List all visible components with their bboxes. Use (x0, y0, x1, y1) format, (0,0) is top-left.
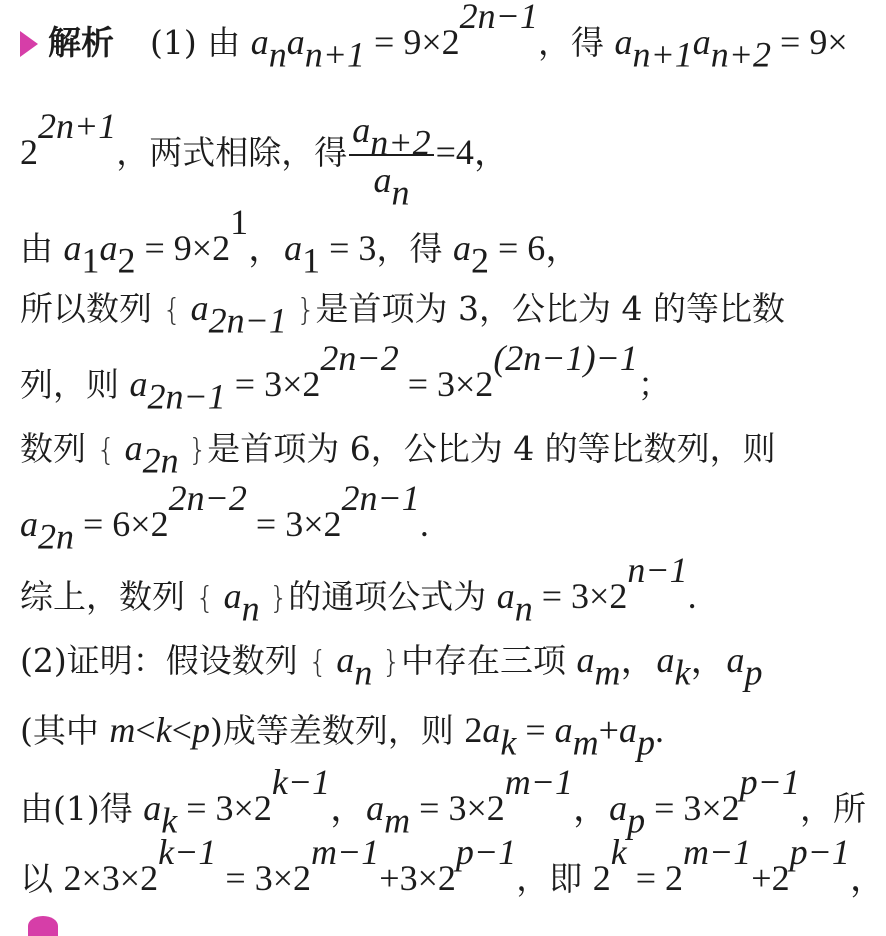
formula: { $a_n$ } (308, 640, 401, 693)
line-7: $a_{2n} = 6\times 2^{2n-2} = 3\times 2^{2n-1}$. (20, 478, 429, 557)
line-8: 综上，数列 { $a_n$ }的通项公式为 $a_n = 3\times 2^{n-1}$. (20, 550, 697, 629)
formula: $2\times 3\times 2^{k-1} = 3\times 2^{m-1}+3\times 2^{p-1}$ (63, 832, 517, 898)
line-2: $2^{2n+1}$，两式相除，得 $\frac{a_{n+2}}{a_n}$ =4， (20, 106, 510, 213)
formula: m<k<p (109, 710, 210, 750)
formula: $a_n = 3\times 2^{n-1}$ (496, 550, 688, 629)
formula: $a_1a_2 = 9\times 2^1$，$a_1 = 3$ (63, 202, 377, 281)
line-1: 解析 (1) 由 $a_na_{n+1} = 9\times 2^{2n-1}$，得 $a_{n+1}a_{n+2} = 9\times$ (20, 16, 848, 63)
part-label: (1) (150, 22, 197, 62)
pink-triangle-marker-icon (20, 31, 38, 57)
line-4: 所以数列 { $a_{2n-1}$ }是首项为 3，公比为 4 的等比数 (20, 288, 785, 341)
formula: $2^{2n+1}$ (20, 106, 117, 172)
formula: $a_k = 3\times 2^{k-1}$，$a_m = 3\times 2^{m-1}$，$a_p = 3\times 2^{p-1}$ (143, 762, 800, 841)
line-9: (2)证明：假设数列 { $a_n$ }中存在三项 $a_m$，$a_k$，$a_p$ (20, 640, 763, 693)
formula: $a_{2n-1} = 3\times 2^{2n-2} = 3\times 2^{(2n-1)-1}$ (129, 338, 638, 417)
formula: { $a_{2n}$ } (96, 428, 208, 481)
line-11: 由(1)得 $a_k = 3\times 2^{k-1}$，$a_m = 3\times 2^{m-1}$，$a_p = 3\times 2^{p-1}$，所 (20, 762, 866, 841)
line-10: (其中 m<k<p)成等差数列，则 $2a_k = a_m+a_p$. (20, 710, 664, 763)
formula: $a_2 = 6$， (452, 227, 582, 281)
formula: $a_na_{n+1} = 9\times 2^{2n-1}$ (250, 0, 538, 75)
formula: $a_m$，$a_k$，$a_p$ (576, 640, 763, 693)
formula: $a_{2n} = 6\times 2^{2n-2} = 3\times 2^{2n-1}$ (20, 478, 420, 557)
formula: { $a_n$ } (195, 575, 289, 629)
formula: $2^k = 2^{m-1}+2^{p-1}$ (592, 832, 850, 898)
part-label: (2) (20, 641, 67, 680)
line-12: 以 $2\times 3\times 2^{k-1} = 3\times 2^{m-1}+3\times 2^{p-1}$，即 $2^k = 2^{m-1}+2^{p-1}$， (20, 832, 886, 898)
formula: $2a_k = a_m+a_p$. (464, 710, 664, 763)
formula: $a_{n+1}a_{n+2} = 9$ (614, 21, 828, 75)
line-3: 由 $a_1a_2 = 9\times 2^1$，$a_1 = 3$，得 $a_2 = 6$， (20, 202, 582, 281)
line-5: 列，则 $a_{2n-1} = 3\times 2^{2n-2} = 3\times 2^{(2n-1)-1}$； (20, 338, 671, 417)
fraction: $\frac{a_{n+2}}{a_n}$ (349, 112, 433, 198)
line-6: 数列 { $a_{2n}$ }是首项为 6，公比为 4 的等比数列，则 (20, 428, 776, 481)
section-heading: 解析 (48, 22, 114, 62)
formula: { $a_{2n-1}$ } (162, 288, 316, 341)
pink-flower-icon (28, 916, 58, 936)
